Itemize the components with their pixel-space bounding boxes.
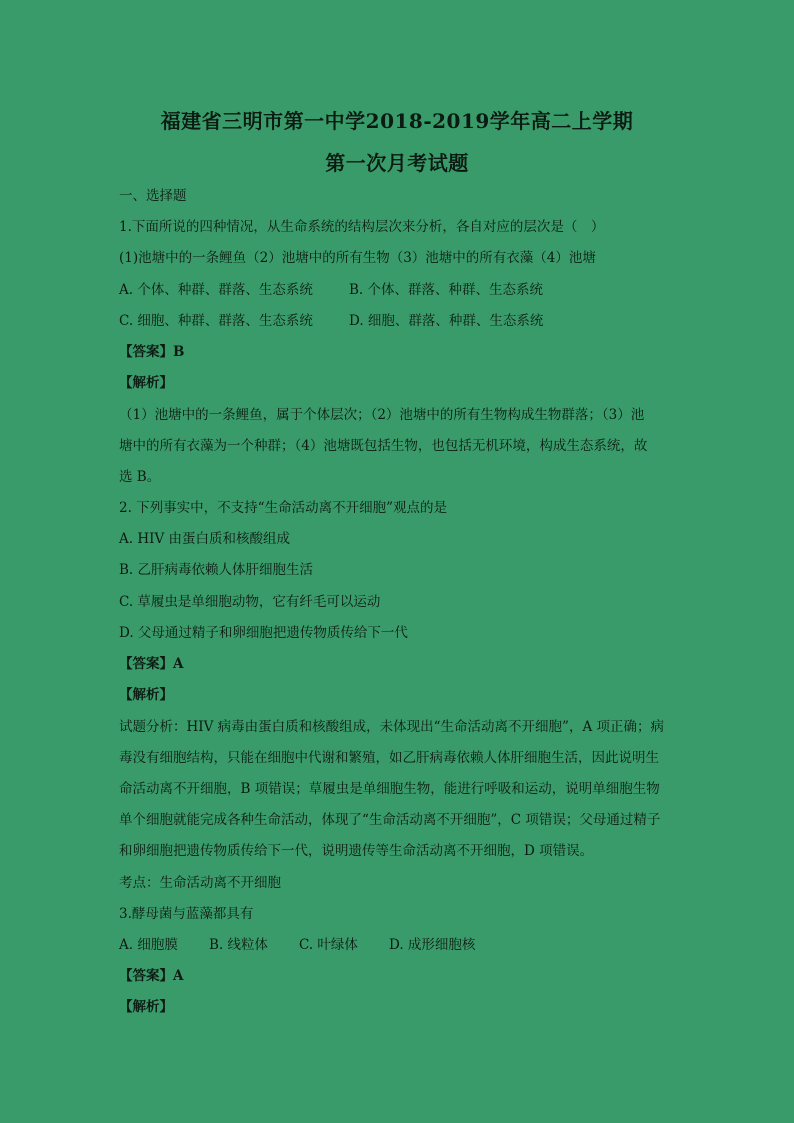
q1-option-b: B. 个体、群落、种群、生态系统 bbox=[349, 282, 544, 298]
document-title-line1: 福建省三明市第一中学2018-2019学年高二上学期 bbox=[160, 109, 634, 133]
q3-option-b: B. 线粒体 bbox=[209, 937, 269, 953]
q3-stem: 3.酵母菌与蓝藻都具有 bbox=[119, 906, 254, 922]
q1-option-a: A. 个体、种群、群落、生态系统 bbox=[119, 282, 313, 298]
q2-stem: 2. 下列事实中，不支持“生命活动离不开细胞”观点的是 bbox=[119, 500, 447, 516]
q1-option-c: C. 细胞、种群、群落、生态系统 bbox=[119, 313, 313, 329]
q1-items: (1)池塘中的一条鲤鱼（2）池塘中的所有生物（3）池塘中的所有衣藻（4）池塘 bbox=[119, 250, 596, 266]
section-heading: 一、选择题 bbox=[119, 188, 187, 204]
q2-analysis-line: 单个细胞就能完成各种生命活动，体现了“生命活动离不开细胞”，C 项错误；父母通过精子 bbox=[119, 812, 661, 828]
q2-option-c: C. 草履虫是单细胞动物，它有纤毛可以运动 bbox=[119, 594, 381, 610]
q1-stem: 1.下面所说的四种情况，从生命系统的结构层次来分析，各自对应的层次是（ ） bbox=[119, 219, 605, 235]
q3-option-a: A. 细胞膜 bbox=[119, 937, 178, 953]
q2-option-d: D. 父母通过精子和卵细胞把遗传物质传给下一代 bbox=[119, 625, 408, 641]
q3-option-c: C. 叶绿体 bbox=[299, 937, 358, 953]
q1-analysis-label: 【解析】 bbox=[119, 375, 173, 391]
q1-analysis-line: （1）池塘中的一条鲤鱼，属于个体层次；（2）池塘中的所有生物构成生物群落；（3）池 bbox=[119, 407, 645, 423]
q1-options-row2 bbox=[119, 311, 679, 331]
q3-analysis-label: 【解析】 bbox=[119, 999, 173, 1015]
q1-analysis-line: 选 B。 bbox=[119, 469, 161, 485]
q2-option-a: A. HIV 由蛋白质和核酸组成 bbox=[119, 531, 290, 547]
q2-analysis-line: 和卵细胞把遗传物质传给下一代，说明遗传等生命活动离不开细胞，D 项错误。 bbox=[119, 843, 594, 859]
q2-kaodian: 考点：生命活动离不开细胞 bbox=[119, 875, 281, 891]
q2-answer: 【答案】A bbox=[119, 656, 184, 672]
q3-option-d: D. 成形细胞核 bbox=[389, 937, 476, 953]
q1-options-row1 bbox=[119, 280, 679, 300]
q1-answer: 【答案】B bbox=[119, 344, 185, 360]
q1-option-d: D. 细胞、群落、种群、生态系统 bbox=[349, 313, 544, 329]
q1-analysis-line: 塘中的所有衣藻为一个种群；（4）池塘既包括生物，也包括无机环境，构成生态系统，故 bbox=[119, 438, 648, 454]
q3-answer: 【答案】A bbox=[119, 968, 184, 984]
q2-option-b: B. 乙肝病毒依赖人体肝细胞生活 bbox=[119, 562, 314, 578]
q3-options-row bbox=[119, 935, 679, 955]
q2-analysis-line: 命活动离不开细胞，B 项错误；草履虫是单细胞生物，能进行呼吸和运动，说明单细胞生物 bbox=[119, 781, 660, 797]
document-title-line2: 第一次月考试题 bbox=[325, 151, 469, 175]
q2-analysis-label: 【解析】 bbox=[119, 687, 173, 703]
q2-analysis-line: 毒没有细胞结构，只能在细胞中代谢和繁殖，如乙肝病毒依赖人体肝细胞生活，因此说明生 bbox=[119, 750, 659, 766]
q2-analysis-line: 试题分析：HIV 病毒由蛋白质和核酸组成，未体现出“生命活动离不开细胞”，A 项正确；病 bbox=[119, 719, 664, 735]
